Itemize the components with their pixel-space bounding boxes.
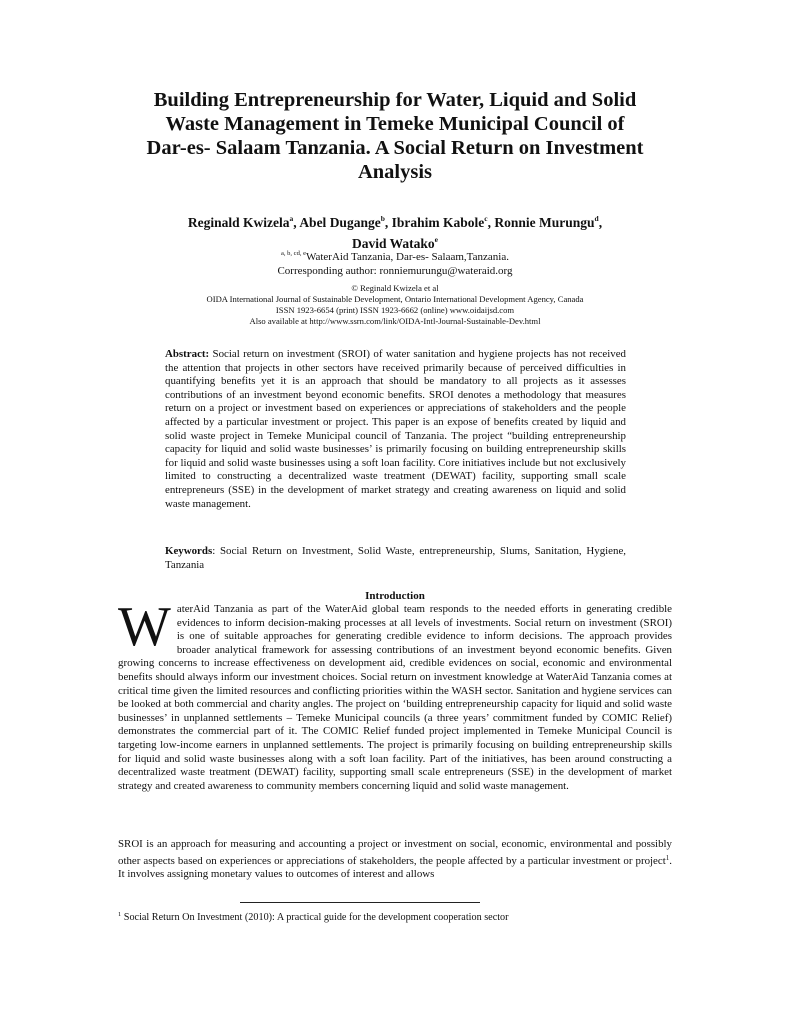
author-name: Ronnie Murungu: [494, 215, 595, 230]
title-line: Dar-es- Salaam Tanzania. A Social Return on Investment: [146, 137, 644, 159]
keywords: [165, 545, 626, 572]
availability-line: Also available at http://www.ssrn.com/link/OIDA-Intl-Journal-Sustainable-Dev.html: [249, 316, 541, 326]
footnote-text: Social Return On Investment (2010): A practical guide for the development cooperation sector: [121, 912, 509, 923]
author-name: David Watako: [352, 236, 435, 251]
sroi-text-continued: . It involves assigning monetary values to outcomes of interest and allows: [118, 854, 672, 881]
journal-line: OIDA International Journal of Sustainable Development, Ontario International Development Agency, Canada: [206, 294, 584, 304]
keywords-text: : Social Return on Investment, Solid Waste, entrepreneurship, Slums, Sanitation, Hygiene, Tanzania: [165, 545, 626, 571]
issn-line: ISSN 1923-6654 (print) ISSN 1923-6662 (online) www.oidaijsd.com: [275, 305, 515, 315]
footnote-number: 1: [118, 911, 122, 918]
title-line: Building Entrepreneurship for Water, Liquid and Solid: [153, 89, 637, 111]
author-superscript: d: [594, 214, 599, 223]
author-list: Reginald Kwizela$^a$, Abel Dugange$^b$, Ibrahim Kabole$^c$, Ronnie Murungu$^d$, David Watako$^e$: [187, 214, 603, 251]
affiliation: [95, 247, 695, 278]
footnote: [118, 908, 672, 924]
drop-cap: W: [118, 596, 171, 658]
footnote-reference: 1: [665, 853, 670, 862]
author-name: Ibrahim Kabole: [391, 215, 485, 230]
paper-title: [95, 88, 695, 184]
copyright-block: [95, 283, 695, 327]
author-superscript: a: [289, 214, 294, 223]
author-name: Abel Dugange: [299, 215, 381, 230]
affiliation-text: WaterAid Tanzania, Dar-es- Salaam,Tanzania.: [305, 251, 509, 263]
introduction-text: aterAid Tanzania as part of the WaterAid global team responds to the needed efforts in generating credible evidences to inform decision-making processes at all levels of investments. Social return on investment (SROI) is one of suitable approaches for generating credible evidence to inform decisions. The approach provides broader analytical framework for assessing contributions of an investment beyond economic benefits. Given growing concerns to increase effectiveness on development aid, credible evidences on social, economic and environmental benefits should always inform our investment choices. Social return on investment knowledge at WaterAid Tanzania comes at critical time given the limited resources and conflicting priorities within the WASH sector. Sanitation and hygiene services can be looked at both commercial and charity angles. The project on ‘building entrepreneurship capacity for liquid and solid waste businesses’ in unplanned settlements – Temeke Municipal councils (a three years’ commitment funded by COMIC Relief) demonstrates the commercial part of it. The COMIC Relief funded project implemented in Temeke Municipal Council is targeting low-income earners in unplanned settlements. The project is primarily focusing on building entrepreneurship skills for liquid and solid waste businesses along with a soft loan facility. Part of the initiatives, has been around constructing a decentralized waste treatment (DEWAT) facility, supporting small scale entrepreneurs (SSE) in the development of market strategy and created awareness to community members concerning liquid and solid waste management.: [118, 603, 672, 792]
abstract: [165, 348, 626, 511]
corresponding-author: Corresponding author: ronniemurungu@wateraid.org: [277, 265, 513, 277]
author-name: Reginald Kwizela: [187, 215, 290, 230]
affiliation-superscript: a, b, cd, e: [281, 250, 306, 257]
footnote-divider: [240, 902, 480, 903]
author-superscript: b: [380, 214, 385, 223]
author-superscript: c: [484, 214, 488, 223]
keywords-label: Keywords: [165, 545, 213, 557]
copyright-line: © Reginald Kwizela et al: [351, 283, 439, 293]
abstract-text: Social return on investment (SROI) of water sanitation and hygiene projects has not received the attention that projects in other sectors have received primarily because of perceived difficulties in quantifying benefits yet it is an approach that should be mandatory to all projects as it assesses contributions of an investment beyond economic benefits. SROI denotes a methodology that measures return on a project or investment based on experiences or appreciations of stakeholders and the people affected by a particular investment or project. This paper is an expose of benefits created by liquid and solid waste project in Temeke Municipal council of Tanzania. The project “building entrepreneurship capacity for liquid and solid waste businesses’ is primarily focusing on building entrepreneurship skills for liquid and solid waste businesses using a soft loan facility. Core initiatives include but not exclusively limited to constructing a decentralized waste treatment (DEWAT) facility, supporting small scale entrepreneurs (SSE) in the development of market strategy and creating awareness on liquid and solid waste management.: [165, 348, 626, 510]
title-line: Analysis: [357, 161, 433, 183]
section-heading-introduction: Introduction: [365, 590, 425, 602]
title-line: Waste Management in Temeke Municipal Council of: [165, 113, 625, 135]
author-superscript: e: [434, 235, 438, 244]
sroi-text: SROI is an approach for measuring and accounting a project or investment on social, economic, environmental and possibly other aspects based on experiences or appreciations of stakeholders, the people affected by a particular investment or project: [118, 838, 672, 867]
sroi-paragraph: [118, 838, 672, 882]
abstract-label: Abstract:: [165, 348, 210, 360]
